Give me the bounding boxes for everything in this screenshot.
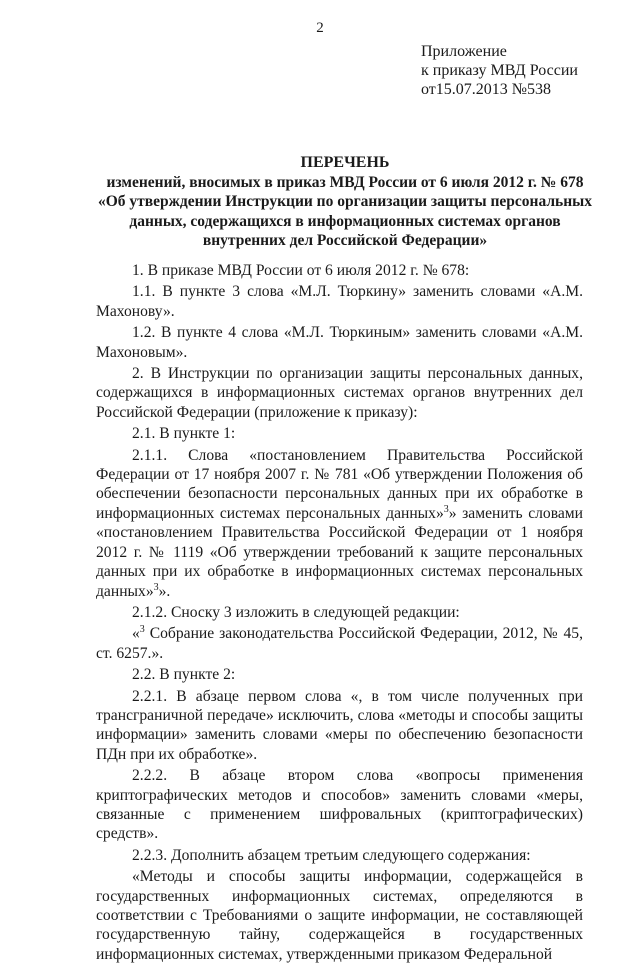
paragraph-2-1-1-part-c: ». bbox=[158, 582, 171, 600]
paragraph-2: 2. В Инструкции по организации защиты персональных данных, содержащихся в информационных системах органов внутренних дел Российской Федерации (приложение к приказу): bbox=[96, 365, 583, 421]
appendix-line-3: от15.07.2013 №538 bbox=[421, 81, 552, 98]
paragraph-1-2: 1.2. В пункте 4 слова «М.Л. Тюркиным» заменить словами «А.М. Махоновым». bbox=[96, 324, 583, 361]
paragraph-1: 1. В приказе МВД России от 6 июля 2012 г. № 678: bbox=[132, 262, 470, 279]
footnote-text bbox=[96, 624, 583, 663]
title-line-1: изменений, вносимых в приказ МВД России от 6 июля 2012 г. № 678 bbox=[106, 173, 584, 191]
page-number: 2 bbox=[316, 20, 324, 36]
footnote-ref: 3 bbox=[139, 624, 145, 636]
document-title bbox=[80, 153, 610, 251]
paragraph-2-2-1: 2.2.1. В абзаце первом слова «, в том числе полученных при трансграничной передаче» исключить, слова «методы и способы защиты информации» заменить словами «меры по обеспечению безопасности ПДн при их обработке». bbox=[96, 687, 583, 763]
footnote-ref: 3 bbox=[443, 503, 449, 515]
footnote-ref: 3 bbox=[153, 581, 159, 593]
paragraph-2-2-3: 2.2.3. Дополнить абзацем третьим следующего содержания: bbox=[132, 846, 531, 864]
paragraph-2-1-2: 2.1.2. Сноску 3 изложить в следующей редакции: bbox=[132, 603, 460, 621]
footnote-open-quote: « bbox=[132, 625, 140, 643]
paragraph-2-2-2: 2.2.2. В абзаце втором слова «вопросы применения криптографических методов и способов» заменить словами «меры, связанные с применением шифровальных (криптографических) средств». bbox=[96, 767, 583, 843]
appendix-line-2: к приказу МВД России bbox=[421, 62, 578, 79]
paragraph-2-1-1-part-b: » заменить словами «постановлением Правительства Российской Федерации от 1 ноября 2012 г. № 1119 «Об утверждении требований к защите персональных данных при их обработке в информационных системах персональных данных» bbox=[96, 504, 583, 600]
title-line-4: внутренних дел Российской Федерации» bbox=[202, 232, 488, 249]
paragraph-2-1: 2.1. В пункте 1: bbox=[132, 425, 236, 443]
appendix-block bbox=[421, 42, 578, 99]
appendix-line-1: Приложение bbox=[421, 43, 507, 60]
paragraph-2-1-1-part-a: 2.1.1. Слова «постановлением Правительства Российской Федерации от 17 ноября 2007 г. № 781 «Об утверждении Положения об обеспечении безопасности персональных данных при их обработке в информационных системах персональных данных» bbox=[96, 446, 583, 522]
document-body bbox=[96, 261, 583, 966]
paragraph-1-1: 1.1. В пункте 3 слова «М.Л. Тюркину» заменить словами «А.М. Махонову». bbox=[96, 283, 583, 320]
footnote-body: Собрание законодательства Российской Федерации, 2012, № 45, ст. 6257.». bbox=[96, 625, 583, 662]
title-line-3: данных, содержащихся в информационных системах органов bbox=[129, 212, 561, 230]
paragraph-2-2: 2.2. В пункте 2: bbox=[132, 666, 236, 684]
title-line-2: «Об утверждении Инструкции по организации защиты персональных bbox=[97, 193, 593, 210]
quoted-paragraph: «Методы и способы защиты информации, содержащейся в государственных информационных системах, определяются в соответствии с Требованиями о защите информации, не составляющей государственную тайну, содержащейся в государственных информационных системах, утвержденными приказом Федеральной bbox=[96, 868, 583, 963]
paragraph-2-1-1 bbox=[96, 446, 583, 601]
title-heading: ПЕРЕЧЕНЬ bbox=[300, 154, 390, 171]
